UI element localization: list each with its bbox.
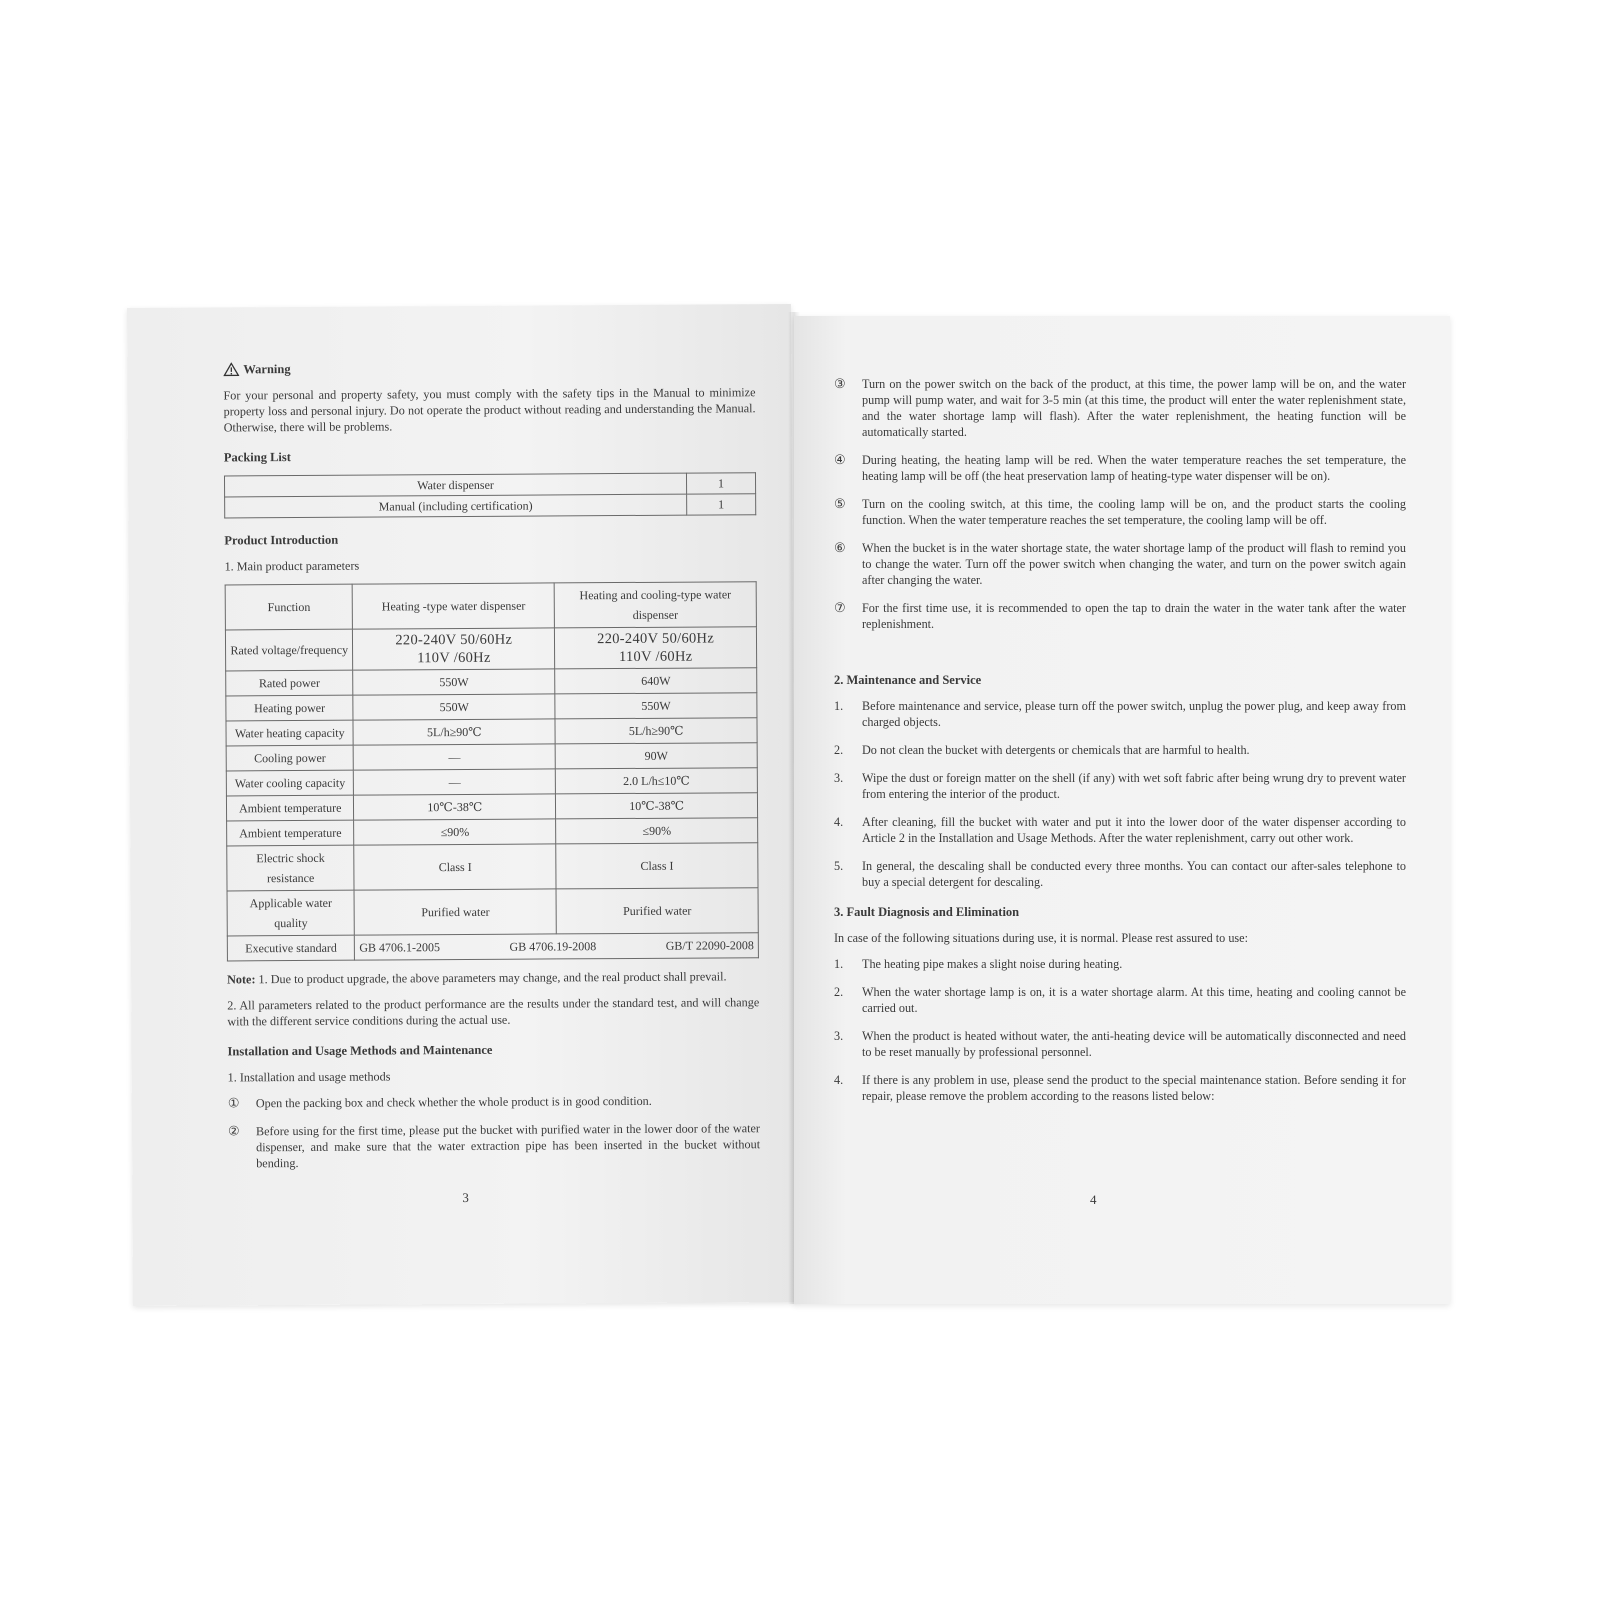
param-value-heating-cooling: 550W <box>555 693 757 719</box>
installation-title: Installation and Usage Methods and Maintenance <box>227 1042 493 1059</box>
list-item <box>834 1028 1406 1060</box>
param-value-heating: — <box>354 744 556 770</box>
standard-row <box>227 933 758 961</box>
param-value-heating-cooling: 10℃-38℃ <box>556 793 758 819</box>
list-item <box>834 376 1406 440</box>
standard-value: GB 4706.1-2005 <box>359 940 441 955</box>
param-label: Electric shock resistance <box>227 845 355 891</box>
param-value-heating-cooling: Class I <box>556 843 758 889</box>
param-header-function: Function <box>225 584 353 630</box>
item-text: When the water shortage lamp is on, it is a water shortage alarm. At this time, heating and cooling cannot be carried out. <box>862 985 1406 1015</box>
packing-row <box>225 494 756 518</box>
param-value-heating: ≤90% <box>354 819 556 845</box>
param-value-heating-cooling: ≤90% <box>556 818 758 844</box>
standard-label: Executive standard <box>227 935 355 961</box>
fault-intro: In case of the following situations during use, it is normal. Please rest assured to use: <box>834 931 1248 945</box>
param-row <box>225 627 756 671</box>
item-text: Before maintenance and service, please turn off the power switch, unplug the power plug, and keep away from charged objects. <box>862 699 1406 729</box>
packing-qty: 1 <box>686 473 755 494</box>
left-page <box>127 304 797 1306</box>
param-value-heating: Purified water <box>354 889 556 935</box>
item-number: 5. <box>834 859 844 873</box>
installation-subtitle: 1. Installation and usage methods <box>227 1069 391 1085</box>
list-item <box>834 698 1406 730</box>
item-text: The heating pipe makes a slight noise during heating. <box>862 957 1123 971</box>
list-item <box>834 600 1406 632</box>
list-item <box>834 452 1406 484</box>
item-number: ② <box>227 1123 240 1139</box>
item-text: Before using for the first time, please put the bucket with purified water in the lower door of the water dispenser, and make sure that the water extraction pipe has been inserted in the bucket without bending. <box>255 1121 761 1171</box>
param-row <box>226 668 757 696</box>
param-value-heating: 10℃-38℃ <box>354 794 556 820</box>
param-header-heating: Heating -type water dispenser <box>353 583 555 629</box>
list-item <box>834 770 1406 802</box>
list-item <box>834 496 1406 528</box>
list-item <box>834 1072 1406 1104</box>
warning-title: Warning <box>243 362 291 377</box>
page-number: 3 <box>462 1189 469 1206</box>
param-row <box>227 843 758 891</box>
maintenance-list <box>834 698 1406 890</box>
standard-value: GB/T 22090-2008 <box>665 938 754 953</box>
param-label: Rated power <box>226 670 354 696</box>
param-label: Cooling power <box>226 745 354 771</box>
item-number: 4. <box>834 815 844 829</box>
note-2: 2. All parameters related to the product performance are the results under the standard test, and will change with the different service conditions during the actual use. <box>227 995 760 1029</box>
param-value-heating: 550W <box>353 669 555 695</box>
list-item <box>834 814 1406 846</box>
parameters-subtitle: 1. Main product parameters <box>224 558 360 574</box>
param-row <box>227 818 758 846</box>
item-text: Turn on the cooling switch, at this time, the cooling lamp will be on, and the product starts the cooling function. When the water temperature reaches the set temperature, the cooling lamp will be off. <box>862 497 1406 527</box>
item-number: ⑦ <box>834 600 846 615</box>
item-text: If there is any problem in use, please send the product to the special maintenance station. Before sending it for repair, please remove the problem according to the reasons listed below: <box>862 1073 1406 1103</box>
page-number: 4 <box>1090 1192 1097 1207</box>
warning-heading <box>223 358 755 377</box>
item-number: 3. <box>834 771 844 785</box>
item-number: ⑥ <box>834 540 846 555</box>
packing-item: Water dispenser <box>224 473 686 497</box>
param-value-heating: 5L/h≥90℃ <box>353 719 555 745</box>
item-text: In general, the descaling shall be conducted every three months. You can contact our after-sales telephone to buy a special detergent for descaling. <box>862 859 1406 889</box>
maintenance-title: 2. Maintenance and Service <box>834 673 982 687</box>
right-page-content <box>834 376 1406 1116</box>
item-text: During heating, the heating lamp will be red. When the water temperature reaches the set temperature, the heating lamp will be off (the heat preservation lamp of heating-type water dispenser will be on). <box>862 453 1406 483</box>
packing-list-table <box>224 472 756 518</box>
param-row <box>226 743 757 771</box>
item-text: Turn on the power switch on the back of the product, at this time, the power lamp will be on, and the water pump will pump water, and wait for 3-5 min (at this time, the product will enter the water replenishment state, and the water shortage lamp will flash). After the water replenishment, the heating function will be automatically started. <box>862 377 1406 439</box>
item-number: ① <box>227 1095 240 1111</box>
item-text: After cleaning, fill the bucket with water and put it into the lower door of the water dispenser according to Article 2 in the Installation and Usage Methods. After the water replenishment, carry out other work. <box>862 815 1406 845</box>
param-row <box>226 793 757 821</box>
param-header-heating-cooling: Heating and cooling-type water dispenser <box>554 582 756 628</box>
list-item <box>228 1120 760 1171</box>
item-text: Wipe the dust or foreign matter on the shell (if any) with wet soft fabric after being wrung dry to prevent water from entering the interior of the product. <box>862 771 1406 801</box>
param-row <box>226 768 757 796</box>
product-intro-title: Product Introduction <box>224 532 339 548</box>
item-number: ③ <box>834 376 846 391</box>
param-value-heating: — <box>354 769 556 795</box>
list-item <box>834 858 1406 890</box>
parameters-table <box>225 581 759 961</box>
list-item <box>834 540 1406 588</box>
installation-list <box>228 1092 760 1171</box>
param-label: Ambient temperature <box>227 820 355 846</box>
packing-list-title: Packing List <box>223 450 291 465</box>
param-value-heating-cooling: Purified water <box>556 888 758 934</box>
item-text: When the bucket is in the water shortage state, the water shortage lamp of the product will flash to remind you to change the water. Turn off the power switch when changing the water, and turn on the power switch again after changing the water. <box>862 541 1406 587</box>
param-row <box>226 718 757 746</box>
param-value-heating-cooling: 5L/h≥90℃ <box>555 718 757 744</box>
param-value-heating-cooling: 2.0 L/h≤10℃ <box>555 768 757 794</box>
item-number: 4. <box>834 1073 844 1087</box>
note-1 <box>227 968 759 987</box>
item-number: 2. <box>834 743 844 757</box>
note-1-text: 1. Due to product upgrade, the above parameters may change, and the real product shall prevail. <box>255 969 727 987</box>
fault-list <box>834 956 1406 1104</box>
list-item <box>228 1092 760 1111</box>
param-label: Water heating capacity <box>226 720 354 746</box>
item-number: 2. <box>834 985 844 999</box>
param-label: Heating power <box>226 695 354 721</box>
warning-triangle-icon <box>223 362 239 376</box>
item-number: 1. <box>834 957 844 971</box>
list-item <box>834 742 1406 758</box>
note-label: Note: <box>227 972 256 987</box>
warning-text: For your personal and property safety, you must comply with the safety tips in the Manual to minimize property loss and personal injury. Do not operate the product without reading and understanding the Manual. Otherwise, there will be problems. <box>223 385 756 435</box>
item-number: 3. <box>834 1029 844 1043</box>
item-text: Do not clean the bucket with detergents or chemicals that are harmful to health. <box>862 743 1250 757</box>
param-value-heating-cooling: 90W <box>555 743 757 769</box>
fault-title: 3. Fault Diagnosis and Elimination <box>834 905 1020 919</box>
item-text: When the product is heated without water, the anti-heating device will be automatically disconnected and need to be reset manually by professional personnel. <box>862 1029 1406 1059</box>
left-page-content <box>223 358 760 1183</box>
item-number: ④ <box>834 452 846 467</box>
param-row <box>226 693 757 721</box>
param-label: Rated voltage/frequency <box>225 629 353 671</box>
param-value-heating: 220-240V 50/60Hz 110V /60Hz <box>353 628 555 670</box>
item-text: For the first time use, it is recommended to open the tap to drain the water in the water tank after the water replenishment. <box>862 601 1406 631</box>
param-label: Applicable water quality <box>227 890 355 936</box>
installation-list-continued <box>834 376 1406 632</box>
list-item <box>834 984 1406 1016</box>
item-number: ⑤ <box>834 496 846 511</box>
param-label: Water cooling capacity <box>226 770 354 796</box>
param-value-heating: Class I <box>354 844 556 890</box>
item-text: Open the packing box and check whether the whole product is in good condition. <box>255 1093 652 1111</box>
standard-value: GB 4706.19-2008 <box>509 939 597 954</box>
param-value-heating-cooling: 220-240V 50/60Hz 110V /60Hz <box>555 627 757 669</box>
item-number: 1. <box>834 699 844 713</box>
list-item <box>834 956 1406 972</box>
param-label: Ambient temperature <box>226 795 354 821</box>
param-value-heating-cooling: 640W <box>555 668 757 694</box>
packing-qty: 1 <box>687 494 756 515</box>
packing-item: Manual (including certification) <box>225 494 687 518</box>
param-value-heating: 550W <box>353 694 555 720</box>
param-row <box>227 888 758 936</box>
right-page <box>794 316 1450 1304</box>
